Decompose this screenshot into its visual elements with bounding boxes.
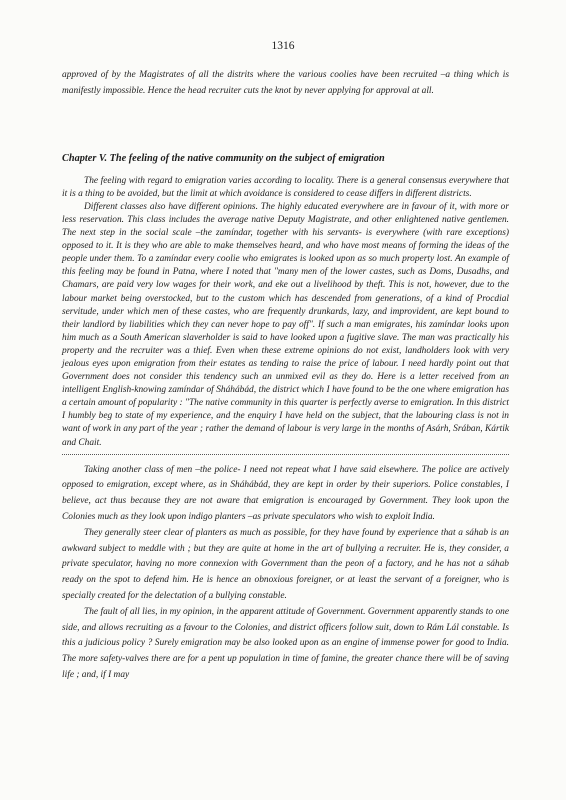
paragraph-classes: Different classes also have different opinions. The highly educated everywhere are in favour of it, with more or less reservation. This class includes the average native Deputy Magistrate, and other enlightened native gentlemen. The next step in the social scale –the zamíndar, together with his servants- is everywhere (with rare exceptions) opposed to it. It is they who are able to make themselves heard, and who have most means of forming the ideas of the people under them. To a zamíndar every coolie who emigrates is looked upon as so much property lost. An example of this feeling may be found in Patna, where I noted that "many men of the lower castes, such as Doms, Dusadhs, and Chamars, are paid very low wages for their work, and eke out a livelihood by theft. This is not, however, due to the labour market being overstocked, but to the custom which has descended from generations, of a kind of Procdial servitude, under which men of these castes, who are frequently drunkards, lazy, and improvident, are kept bound to their landlord by liabilities which they can never hope to pay off". If such a man emigrates, his zamíndar looks upon him much as a South American slaverholder is said to have looked upon a fugitive slave. The man was practically his property and the recruiter was a thief. Even when these extreme opinions do not exist, landholders look with very jealous eyes upon emigration from their estates as tending to raise the price of labour. I need hardly point out that Government does not consider this tendency such an unmixed evil as they do. Here is a letter received from an intelligent English-knowing zamíndar of Sháhábád, the district which I have found to be the one where emigration has a certain amount of popularity : "The native community in this quarter is perfectly averse to emigration. In this district I humbly beg to state of my experience, and the enquiry I have held on the subject, that the labouring class is not in want of work in any part of the year ; rather the demand of labour is very large in the months of Asárh, Srában, Kártik and Chait. — [62, 201, 509, 448]
chapter-gap — [62, 100, 509, 152]
chapter-heading: Chapter V. The feeling of the native community on the subject of emigration — [62, 152, 385, 164]
paragraph-planters: They generally steer clear of planters as much as possible, for they have found by experience that a sáhab is an awkward subject to meddle with ; but they are quite at home in the art of bullying a recruiter. He is, they consider, a private speculator, having no more connexion with Government than the peon of a factory, and he has not a sáhab ready on the spot to defend him. He is hence an obnoxious foreigner, or at least the servant of a foreigner, who is specially created for the delectation of a bullying constable. — [62, 527, 509, 602]
paragraph-government: The fault of all lies, in my opinion, in the apparent attitude of Government. Government apparently stands to one side, and allows recruiting as a favour to the Colonies, and district officers follow suit, down to Rám Lál constable. Is this a judicious policy ? Surely emigration may be also looked upon as an engine of immense power for good to India. The more safety-valves there are for a pent up population in time of famine, the greater chance there will be of saving life ; and, if I may — [62, 606, 509, 681]
paragraph-police: Taking another class of men –the police- I need not repeat what I have said elsewhere. The police are actively opposed to emigration, except where, as in Sháhábád, they are kept in order by their superiors. Police constables, I believe, act thus because they are not aware that emigration is encouraged by Government. They look upon the Colonies much as they look upon indigo planters –as private speculators who wish to exploit India. — [62, 464, 509, 523]
intro-paragraph: approved of by the Magistrates of all the distrits where the various coolies have been recruited –a thing which is manifestly impossible. Hence the head recruiter cuts the knot by never applying for approval at all. — [62, 70, 509, 96]
page-number: 1316 — [271, 40, 295, 52]
paragraph-feeling: The feeling with regard to emigration varies according to locality. There is a general consensus everywhere that it is a thing to be avoided, but the limit at which avoidance is considered to cease differs in different districts. — [62, 175, 509, 199]
dotted-divider — [62, 454, 509, 455]
page-body — [62, 68, 509, 684]
